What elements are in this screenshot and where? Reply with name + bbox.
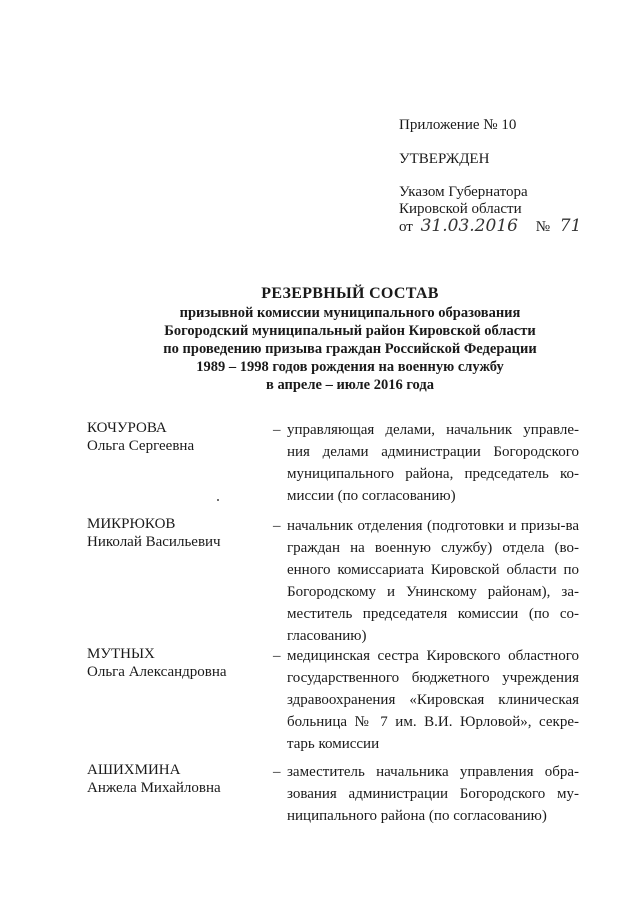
decree-line-1: Указом Губернатора	[399, 184, 528, 200]
number-prefix: №	[535, 219, 551, 235]
member-surname: АШИХМИНА	[87, 762, 181, 778]
appendix-number: Приложение № 10	[399, 117, 517, 133]
member-surname: МУТНЫХ	[87, 646, 155, 662]
approved-stamp-text: УТВЕРЖДЕН	[399, 151, 490, 167]
scan-speck	[217, 499, 219, 501]
member-given-name: Ольга Сергеевна	[87, 438, 195, 454]
member-dash: –	[273, 518, 281, 534]
member-given-name: Ольга Александровна	[87, 664, 227, 680]
title-line: Богородский муниципальный район Кировской области	[164, 323, 536, 339]
member-role: медицинская сестра Кировского областного государственного бюджетного учреждения здравоохранения «Кировская клиническая больница № 7 им. В.И. Юрловой», секре-тарь комиссии	[287, 648, 579, 752]
member-given-name: Анжела Михайловна	[87, 780, 221, 796]
member-given-name: Николай Васильевич	[87, 534, 221, 550]
member-role: заместитель начальника управления обра-зования администрации Богородского му-ниципального района (по согласованию)	[287, 764, 579, 824]
handwritten-number: 71	[559, 216, 582, 236]
document-title	[70, 284, 630, 394]
title-line: по проведению призыва граждан Российской Федерации	[163, 341, 537, 357]
title-line: 1989 – 1998 годов рождения на военную службу	[196, 359, 504, 375]
member-dash: –	[273, 648, 281, 664]
member-surname: КОЧУРОВА	[87, 420, 167, 436]
title-line: призывной комиссии муниципального образования	[179, 305, 521, 321]
decree-line-2: Кировской области	[399, 201, 522, 217]
member-dash: –	[273, 764, 281, 780]
handwritten-date: 31.03.2016	[420, 216, 518, 236]
member-surname: МИКРЮКОВ	[87, 516, 176, 532]
member-dash: –	[273, 422, 281, 438]
title-main: РЕЗЕРВНЫЙ СОСТАВ	[261, 285, 439, 302]
decree-date-line	[399, 216, 581, 236]
date-prefix: от	[399, 219, 413, 235]
member-role: начальник отделения (подготовки и призы-ва граждан на военную службу) отдела (во-енного комиссариата Кировской области по Богородскому и Унинскому районам), за-меститель председателя комиссии (по со-гласованию)	[287, 518, 579, 644]
title-line: в апреле – июле 2016 года	[266, 377, 434, 393]
member-role: управляющая делами, начальник управле-ния делами администрации Богородского муниципального района, председатель ко-миссии (по согласованию)	[287, 422, 579, 504]
